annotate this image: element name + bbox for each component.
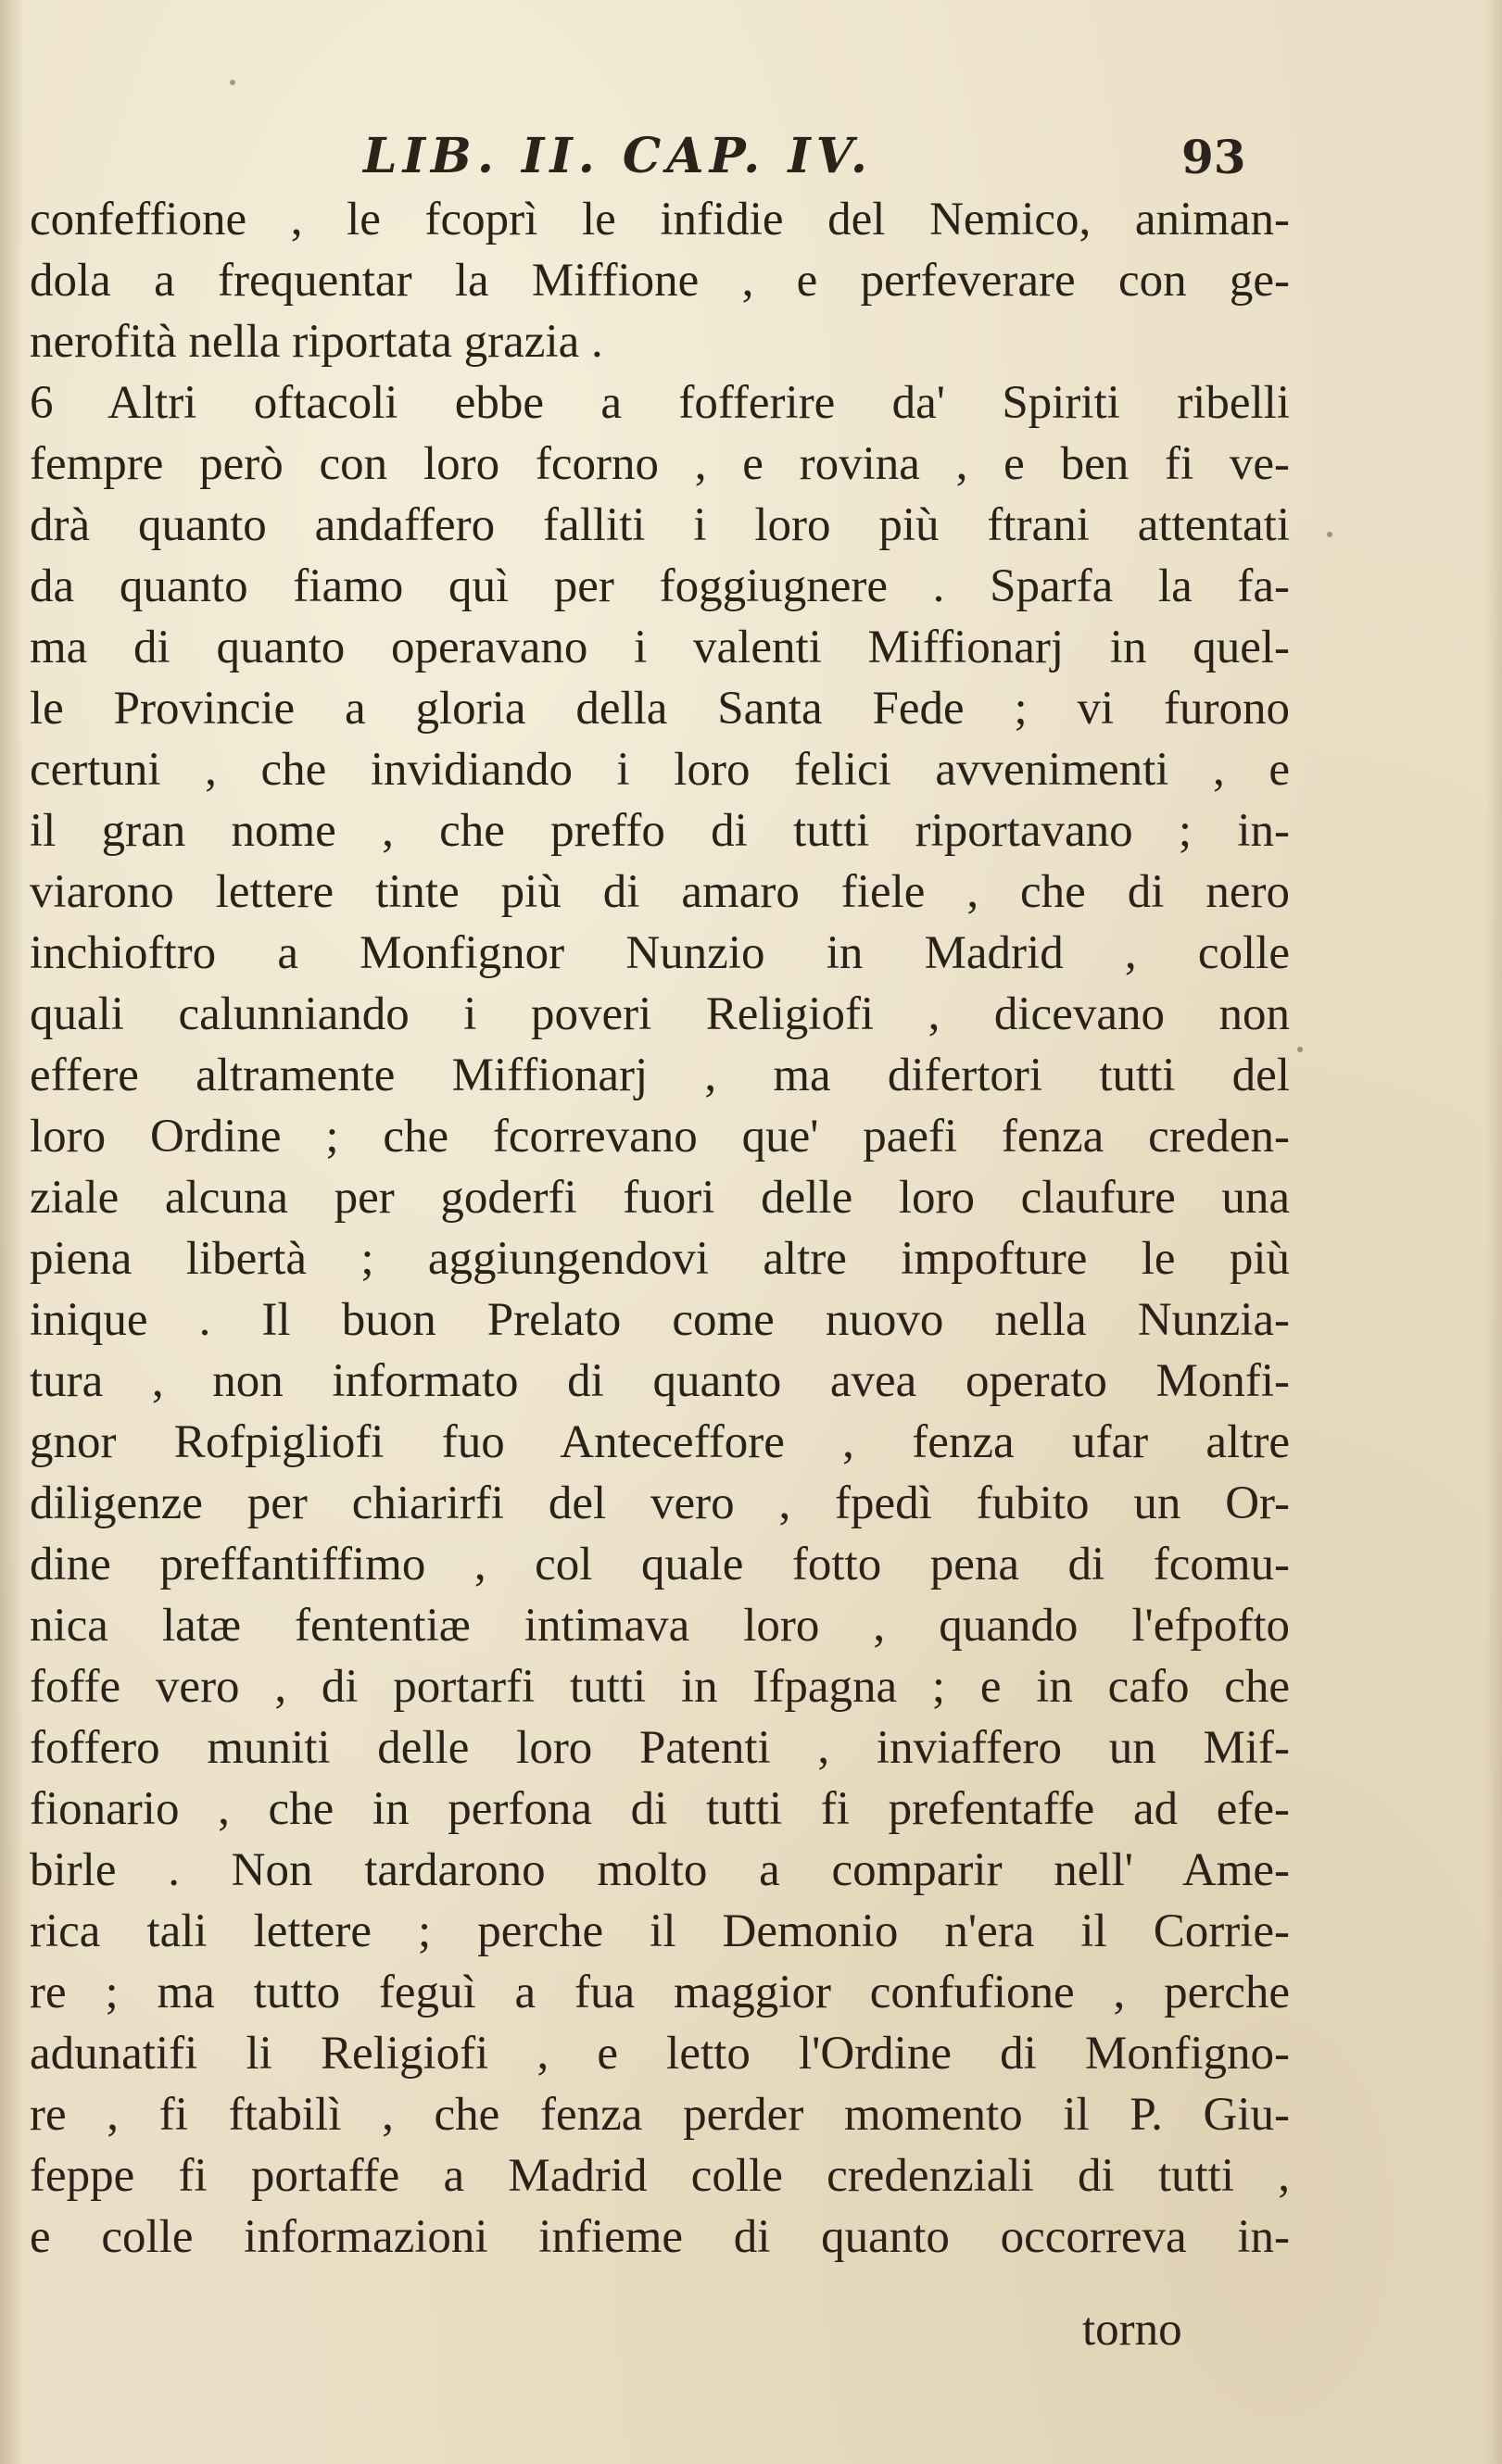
page-edge-shadow: [1485, 0, 1502, 2464]
catchword: torno: [1082, 2304, 1182, 2356]
text-line: ma di quanto operavano i valenti Miffionarj in quel-: [30, 622, 1290, 673]
text-line: viarono lettere tinte più di amaro fiele , che di nero: [30, 866, 1290, 918]
text-line: diligenze per chiarirfi del vero , fpedì fubito un Or-: [30, 1477, 1290, 1529]
text-line: 6 Altri oftacoli ebbe a fofferire da' Spiriti ribelli: [30, 377, 1290, 429]
text-line: loro Ordine ; che fcorrevano que' paefi fenza creden-: [30, 1111, 1290, 1163]
text-line: il gran nome , che preffo di tutti riportavano ; in-: [30, 805, 1290, 857]
text-line: fionario , che in perfona di tutti fi prefentaffe ad efe-: [30, 1783, 1290, 1835]
text-line: foffero muniti delle loro Patenti , inviaffero un Mif-: [30, 1722, 1290, 1774]
body-text: [30, 189, 1290, 2268]
text-line: tura , non informato di quanto avea operato Monfi-: [30, 1355, 1290, 1407]
text-line: adunatifi li Religiofi , e letto l'Ordine di Monfigno-: [30, 2028, 1290, 2080]
text-line: ziale alcuna per goderfi fuori delle loro claufure una: [30, 1172, 1290, 1224]
text-line: foffe vero , di portarfi tutti in Ifpagna ; e in cafo che: [30, 1661, 1290, 1713]
text-line: birle . Non tardarono molto a comparir nell' Ame-: [30, 1844, 1290, 1896]
text-line: feppe fi portaffe a Madrid colle credenziali di tutti ,: [30, 2150, 1290, 2202]
text-line: certuni , che invidiando i loro felici avvenimenti , e: [30, 744, 1290, 796]
text-line: dola a frequentar la Miffione , e perfeverare con ge-: [30, 255, 1290, 307]
text-line: rica tali lettere ; perche il Demonio n'era il Corrie-: [30, 1905, 1290, 1957]
text-line: le Provincie a gloria della Santa Fede ; vi furono: [30, 683, 1290, 735]
text-line: inchioftro a Monfignor Nunzio in Madrid , colle: [30, 927, 1290, 979]
text-line: fempre però con loro fcorno , e rovina , e ben fi ve-: [30, 438, 1290, 490]
text-line: quali calunniando i poveri Religiofi , dicevano non: [30, 988, 1290, 1040]
text-line: effere altramente Miffionarj , ma difertori tutti del: [30, 1050, 1290, 1101]
text-line: drà quanto andaffero falliti i loro più ftrani attentati: [30, 499, 1290, 551]
text-line: e colle informazioni infieme di quanto occorreva in-: [30, 2211, 1290, 2263]
text-line: re ; ma tutto feguì a fua maggior confufione , perche: [30, 1967, 1290, 2018]
text-line: confeffione , le fcoprì le infidie del Nemico, animan-: [30, 194, 1290, 245]
page-header: [0, 128, 1502, 193]
text-line: inique . Il buon Prelato come nuovo nella Nunzia-: [30, 1294, 1290, 1346]
text-line: nica latæ fententiæ intimava loro , quando l'efpofto: [30, 1600, 1290, 1652]
text-line: piena libertà ; aggiungendovi altre impofture le più: [30, 1233, 1290, 1285]
paper-speck: [1327, 532, 1332, 537]
text-line: gnor Rofpigliofi fuo Anteceffore , fenza ufar altre: [30, 1416, 1290, 1468]
paper-speck: [230, 80, 235, 85]
paper-speck: [1297, 1047, 1303, 1052]
text-line: nerofità nella riportata grazia .: [30, 316, 603, 368]
page-number: 93: [1181, 130, 1246, 184]
text-line: da quanto fiamo quì per foggiugnere . Sparfa la fa-: [30, 560, 1290, 612]
text-line: re , fi ftabilì , che fenza perder momento il P. Giu-: [30, 2089, 1290, 2141]
page-gutter-shadow: [0, 0, 24, 2464]
text-line: dine preffantiffimo , col quale fotto pena di fcomu-: [30, 1539, 1290, 1590]
running-head: LIB. II. CAP. IV.: [363, 128, 874, 184]
